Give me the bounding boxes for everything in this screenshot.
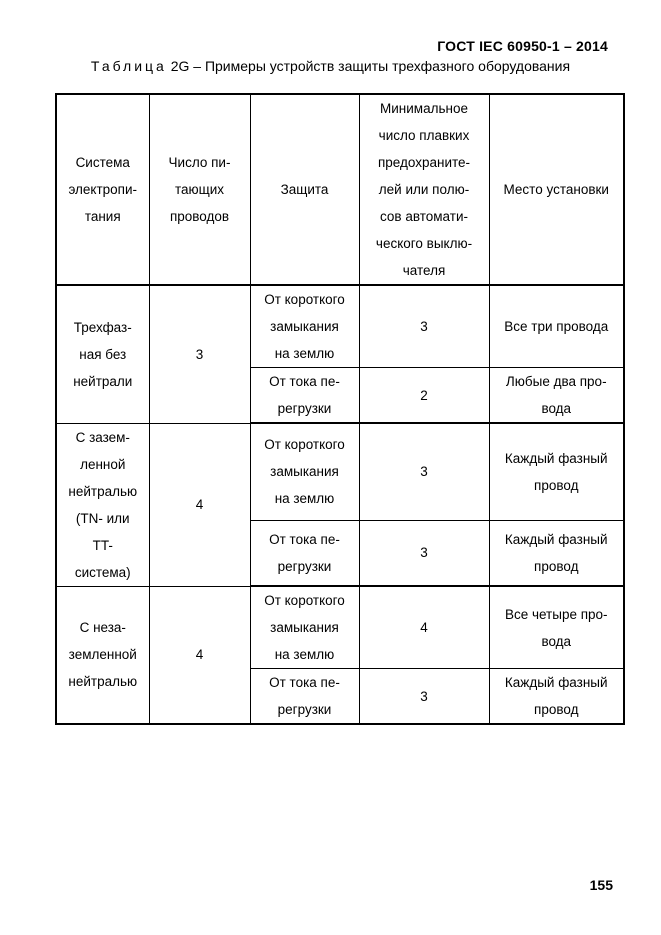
wires-cell: 4 (149, 586, 250, 724)
header-cell-min-count: Минимальное число плавких предохраните- лей или полю- сов автомати- ческого выклю- чателя (359, 94, 489, 285)
min-count-cell: 4 (359, 586, 489, 669)
min-count-cell: 2 (359, 368, 489, 424)
protection-cell: От короткого замыкания на землю (250, 285, 359, 368)
protection-devices-table (55, 93, 625, 725)
protection-cell: От тока пе- регрузки (250, 520, 359, 586)
header-cell-system: Система электропи- тания (56, 94, 149, 285)
table-row (56, 423, 624, 520)
document-code: ГОСТ IEC 60950-1 – 2014 (437, 38, 608, 54)
caption-label: Таблица (90, 58, 167, 74)
location-cell: Каждый фазный провод (489, 669, 624, 725)
table-row (56, 586, 624, 669)
system-cell: Трехфаз- ная без нейтрали (56, 285, 149, 423)
table-caption (0, 58, 661, 74)
min-count-cell: 3 (359, 423, 489, 520)
header-cell-wires: Число пи- тающих проводов (149, 94, 250, 285)
protection-cell: От короткого замыкания на землю (250, 423, 359, 520)
system-cell: С зазем- ленной нейтралью (TN- или TT- система) (56, 423, 149, 586)
location-cell: Каждый фазный провод (489, 520, 624, 586)
wires-cell: 3 (149, 285, 250, 423)
protection-cell: От тока пе- регрузки (250, 669, 359, 725)
location-cell: Каждый фазный провод (489, 423, 624, 520)
caption-text: 2G – Примеры устройств защиты трехфазного оборудования (170, 58, 571, 74)
page-number: 155 (589, 877, 613, 893)
wires-cell: 4 (149, 423, 250, 586)
header-cell-protection: Защита (250, 94, 359, 285)
table-header-row (56, 94, 624, 285)
min-count-cell: 3 (359, 520, 489, 586)
protection-cell: От короткого замыкания на землю (250, 586, 359, 669)
header-cell-location: Место установки (489, 94, 624, 285)
location-cell: Все четыре про- вода (489, 586, 624, 669)
location-cell: Все три провода (489, 285, 624, 368)
min-count-cell: 3 (359, 285, 489, 368)
min-count-cell: 3 (359, 669, 489, 725)
location-cell: Любые два про- вода (489, 368, 624, 424)
table-row (56, 285, 624, 368)
protection-cell: От тока пе- регрузки (250, 368, 359, 424)
system-cell: С неза- земленной нейтралью (56, 586, 149, 724)
